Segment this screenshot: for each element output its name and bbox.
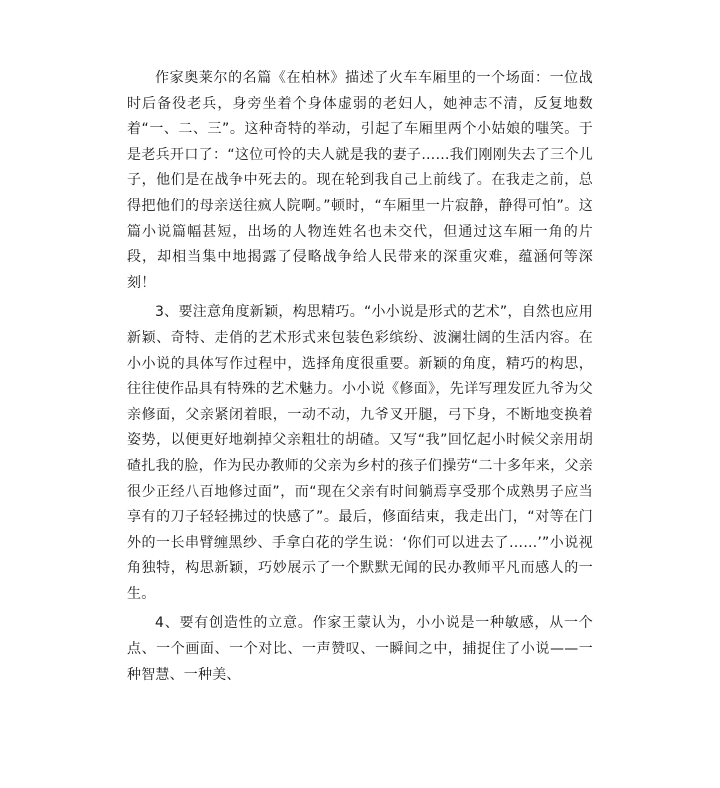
paragraph-point-3-novel-angle: 3、要注意角度新颖，构思精巧。“小小说是形式的艺术”，自然也应用新颖、奇特、走俏的艺术形式来包装色彩缤纷、波澜壮阔的生活内容。在小小说的具体写作过程中，选择角度很重要。新颖的角度，精巧的构思，往往使作品具有特殊的艺术魅力。小小说《修面》，先详写理发匠九爷为父亲修面，父亲紧闭着眼，一动不动，九爷叉开腿，弓下身，不断地变换着姿势，以便更好地剃掉父亲粗壮的胡碴。又写“我”回忆起小时候父亲用胡碴扎我的脸，作为民办教师的父亲为乡村的孩子们操劳“二十多年来，父亲很少正经八百地修过面”，而“现在父亲有时间躺焉享受那个成熟男子应当享有的刀子轻轻拂过的快感了”。最后，修面结束，我走出门，“对等在门外的一长串臂缠黑纱、手拿白花的学生说：‘你们可以进去了……’”小说视角独特，构思新颖，巧妙展示了一个默默无闻的民办教师平凡而感人的一生。 <box>127 304 593 602</box>
paragraph-berlin-story: 作家奥莱尔的名篇《在柏林》描述了火车车厢里的一个场面：一位战时后备役老兵，身旁坐着个身体虚弱的老妇人，她神志不清，反复地数着“一、二、三”。这种奇特的举动，引起了车厢里两个小姑娘的嗤笑。于是老兵开口了：“这位可怜的夫人就是我的妻子……我们刚刚失去了三个儿子，他们是在战争中死去的。现在轮到我自己上前线了。在我走之前，总得把他们的母亲送往疯人院啊。”顿时，“车厢里一片寂静，静得可怕”。这篇小说篇幅甚短，出场的人物连姓名也未交代，但通过这车厢一角的片段，却相当集中地揭露了侵略战争给人民带来的深重灾难，蕴涵何等深刻！ <box>127 70 593 291</box>
paragraph-point-4-creative-idea: 4、要有创造性的立意。作家王蒙认为，小小说是一种敏感，从一个点、一个画面、一个对比、一声赞叹、一瞬间之中，捕捉住了小说——一种智慧、一种美、 <box>127 615 593 683</box>
document-body <box>127 66 593 688</box>
